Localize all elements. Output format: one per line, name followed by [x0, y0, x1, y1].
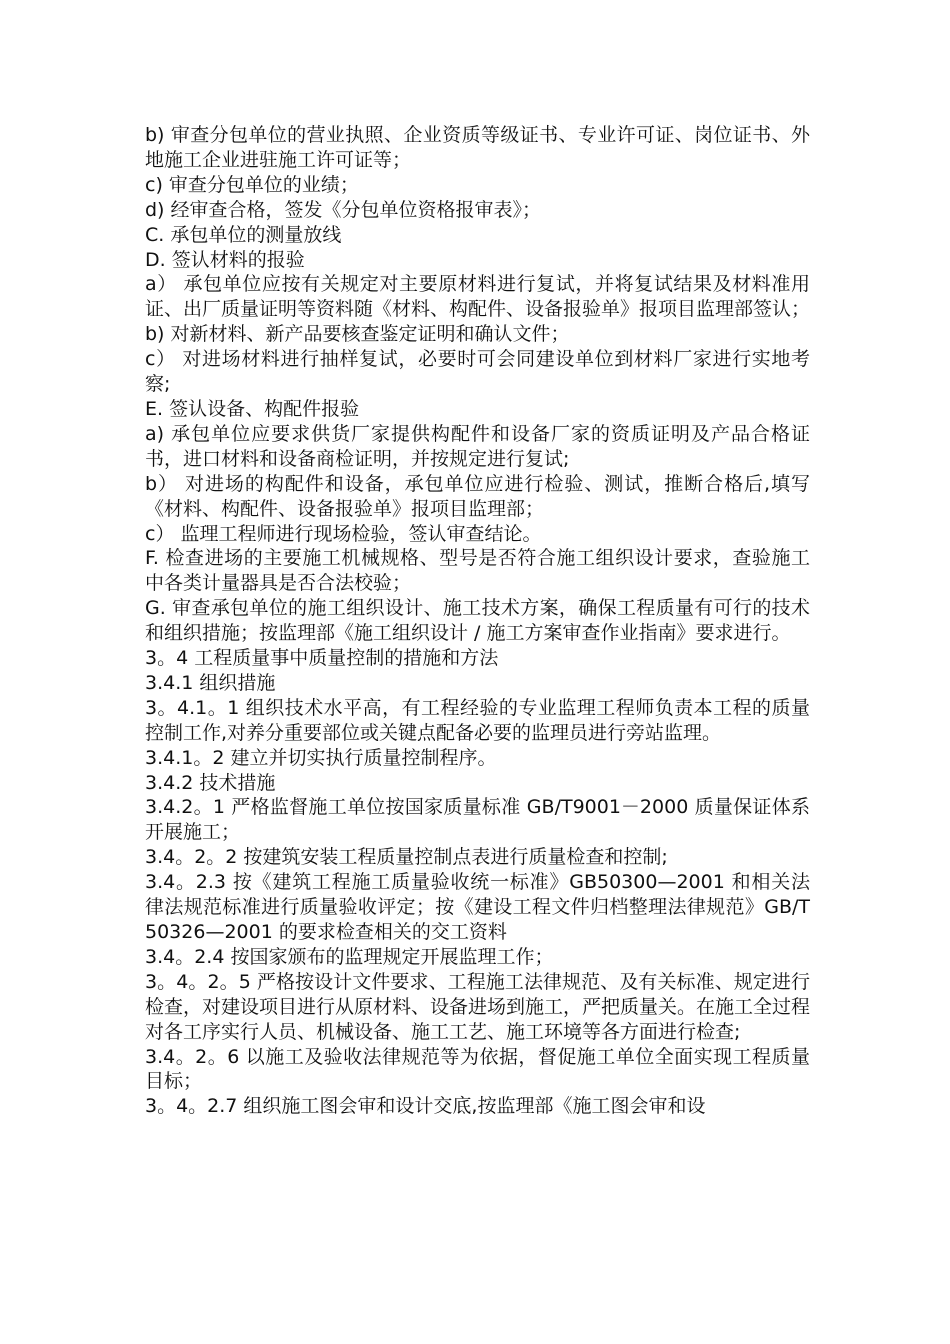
paragraph: a） 承包单位应按有关规定对主要原材料进行复试，并将复试结果及材料准用证、出厂质量证明等资料随《材料、构配件、设备报验单》报项目监理部签认； [145, 273, 811, 321]
section-heading: 3。4 工程质量事中质量控制的措施和方法 [145, 647, 499, 670]
paragraph: b） 对进场的构配件和设备，承包单位应进行检验、测试，推断合格后,填写《材料、构配件、设备报验单》报项目监理部； [145, 472, 810, 520]
paragraph: d) 经审查合格，签发《分包单位资格报审表》； [145, 198, 542, 221]
subsection-heading: 3.4.2 技术措施 [145, 771, 276, 794]
paragraph: 3.4。2.4 按国家颁布的监理规定开展监理工作； [145, 945, 554, 968]
paragraph: F. 检查进场的主要施工机械规格、型号是否符合施工组织设计要求，查验施工中各类计量器具是否合法校验； [145, 547, 810, 595]
paragraph: 3。4。2。5 严格按设计文件要求、工程施工法律规范、及有关标准、规定进行检查，对建设项目进行从原材料、设备进场到施工，严把质量关。在施工全过程对各工序实行人员、机械设备、施工工艺、施工环境等各方面进行检查; [145, 970, 811, 1043]
paragraph: G. 审查承包单位的施工组织设计、施工技术方案，确保工程质量有可行的技术和组织措施；按监理部《施工组织设计 / 施工方案审查作业指南》要求进行。 [145, 597, 810, 645]
section-heading: E. 签认设备、构配件报验 [145, 397, 360, 420]
section-heading: D. 签认材料的报验 [145, 248, 305, 271]
subsection-heading: 3.4.1 组织措施 [145, 671, 276, 694]
paragraph: c) 审查分包单位的业绩； [145, 173, 359, 196]
paragraph: b) 对新材料、新产品要核查鉴定证明和确认文件； [145, 323, 570, 346]
paragraph: 3。4.1。1 组织技术水平高，有工程经验的专业监理工程师负责本工程的质量控制工作,对养分重要部位或关键点配备必要的监理员进行旁站监理。 [145, 696, 810, 744]
document-body [145, 123, 810, 1119]
paragraph: 3.4.2。1 严格监督施工单位按国家质量标准 GB/T9001－2000 质量保证体系开展施工； [145, 796, 810, 844]
paragraph: 3.4。2.3 按《建筑工程施工质量验收统一标准》GB50300—2001 和相关法律法规范标准进行质量验收评定；按《建设工程文件归档整理法律规范》GB/T50326—2001 的要求检查相关的交工资料 [145, 871, 810, 943]
section-heading: C. 承包单位的测量放线 [145, 223, 342, 246]
paragraph: 3。4。2.7 组织施工图会审和设计交底,按监理部《施工图会审和设 [145, 1095, 706, 1118]
paragraph: 3.4。2。2 按建筑安装工程质量控制点表进行质量检查和控制; [145, 846, 668, 869]
paragraph: c） 对进场材料进行抽样复试，必要时可会同建设单位到材料厂家进行实地考察; [145, 348, 810, 396]
paragraph: 3.4.1。2 建立并切实执行质量控制程序。 [145, 746, 497, 769]
paragraph: c） 监理工程师进行现场检验，签认审查结论。 [145, 522, 542, 545]
paragraph: 3.4。2。6 以施工及验收法律规范等为依据，督促施工单位全面实现工程质量目标； [145, 1045, 810, 1093]
paragraph: b) 审查分包单位的营业执照、企业资质等级证书、专业许可证、岗位证书、外地施工企业进驻施工许可证等； [145, 124, 810, 171]
paragraph: a) 承包单位应要求供货厂家提供构配件和设备厂家的资质证明及产品合格证书，进口材料和设备商检证明，并按规定进行复试; [145, 422, 810, 470]
